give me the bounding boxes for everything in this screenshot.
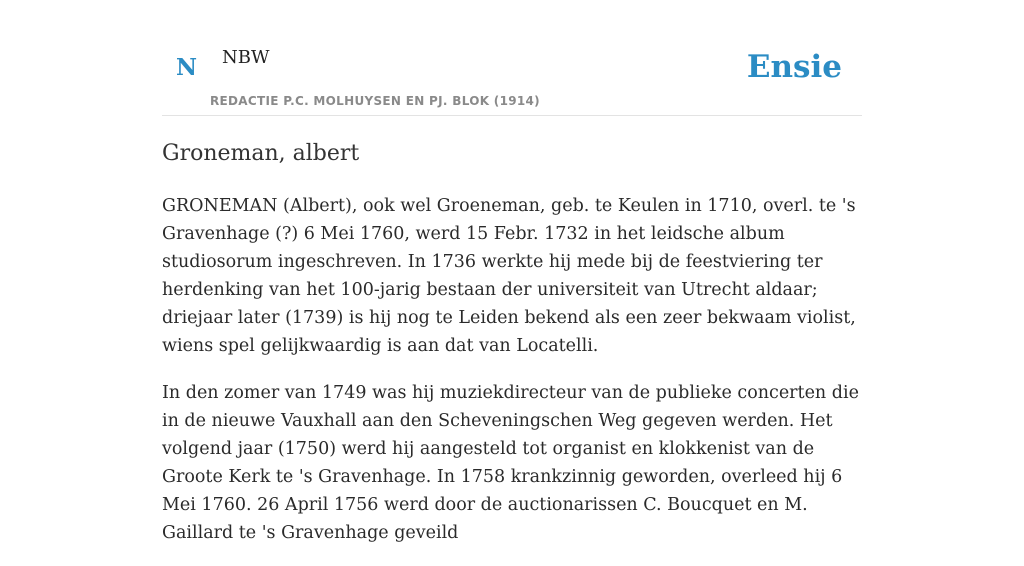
source-name[interactable]: NBW (222, 47, 270, 68)
header (162, 0, 862, 116)
brand-logo-link[interactable]: Ensie (746, 49, 842, 85)
source-logo-icon[interactable]: N (176, 54, 198, 81)
article-title: Groneman, albert (162, 141, 360, 166)
article-paragraph: In den zomer van 1749 was hij muziekdirecteur van de publieke concerten die in de nieuwe Vauxhall aan den Scheveningschen Weg gegeven werden. Het volgend jaar (1750) werd hij aangesteld tot organist en klokkenist van de Groote Kerk te 's Gravenhage. In 1758 krankzinnig geworden, overleed hij 6 Mei 1760. 26 April 1756 werd door de auctionarissen C. Boucquet en M. Gaillard te 's Gravenhage geveild (162, 383, 859, 543)
source-subtitle: REDACTIE P.C. MOLHUYSEN EN PJ. BLOK (1914) (210, 94, 540, 108)
article-body (162, 192, 862, 566)
article-paragraph: GRONEMAN (Albert), ook wel Groeneman, geb. te Keulen in 1710, overl. te 's Gravenhage (?) 6 Mei 1760, werd 15 Febr. 1732 in het leidsche album studiosorum ingeschreven. In 1736 werkte hij mede bij de feestviering ter herdenking van het 100-jarig bestaan der universiteit van Utrecht aldaar; driejaar later (1739) is hij nog te Leiden bekend als een zeer bekwaam violist, wiens spel gelijkwaardig is aan dat van Locatelli. (162, 196, 856, 356)
